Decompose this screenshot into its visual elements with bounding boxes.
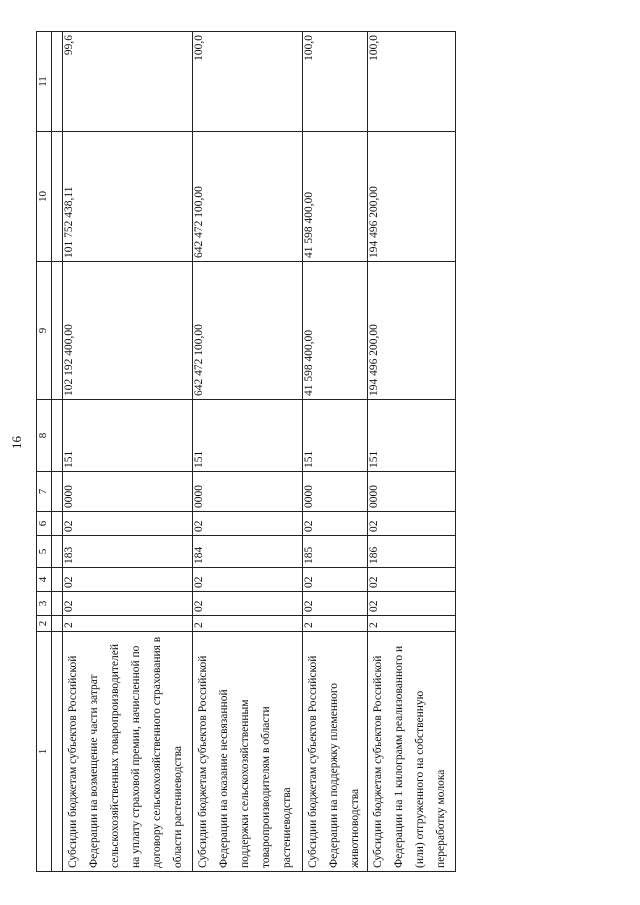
cell-col-8: 151 [193,400,303,472]
spacer-cell [52,616,63,632]
header-col-9: 9 [37,262,52,400]
header-col-1: 1 [37,632,52,872]
cell-col-9: 41 598 400,00 [303,262,368,400]
spacer-cell [52,400,63,472]
cell-col-8: 151 [63,400,193,472]
cell-col-11: 100,0 [368,32,456,132]
cell-col-11: 100,0 [193,32,303,132]
table-row [63,32,193,872]
cell-col-6: 02 [193,512,303,536]
rotated-page-area [36,32,456,872]
cell-col-2: 2 [303,616,368,632]
spacer-cell [52,262,63,400]
header-col-6: 6 [37,512,52,536]
cell-col-2: 2 [193,616,303,632]
spacer-cell [52,132,63,262]
header-col-11: 11 [37,32,52,132]
cell-col-10: 41 598 400,00 [303,132,368,262]
cell-col-4: 02 [63,568,193,592]
cell-col-7: 0000 [303,472,368,512]
subsidy-table [36,31,456,872]
cell-col-6: 02 [303,512,368,536]
header-col-2: 2 [37,616,52,632]
cell-col-3: 02 [303,592,368,616]
header-spacer-row [52,32,63,872]
page-number: 16 [9,436,24,449]
cell-col-5: 186 [368,536,456,568]
spacer-cell [52,536,63,568]
header-col-7: 7 [37,472,52,512]
cell-col-2: 2 [63,616,193,632]
cell-col-2: 2 [368,616,456,632]
spacer-cell [52,32,63,132]
cell-col-8: 151 [368,400,456,472]
spacer-cell [52,568,63,592]
cell-col-4: 02 [193,568,303,592]
spacer-cell [52,472,63,512]
spacer-cell [52,592,63,616]
cell-col-9: 642 472 100,00 [193,262,303,400]
cell-col-9: 194 496 200,00 [368,262,456,400]
row-description: Субсидии бюджетам субъектов Российской Федерации на поддержку племенного животноводства [303,632,368,872]
row-description: Субсидии бюджетам субъектов Российской Федерации на возмещение части затрат сельскохозяйственных товаропроизводителей на уплату страховой премии, начисленной по договору сельскохозяйственного страхования в области растениеводства [63,632,193,872]
header-col-10: 10 [37,132,52,262]
spacer-cell [52,512,63,536]
table-row [368,32,456,872]
cell-col-6: 02 [368,512,456,536]
cell-col-7: 0000 [63,472,193,512]
cell-col-10: 101 752 438,11 [63,132,193,262]
table-row [303,32,368,872]
cell-col-7: 0000 [368,472,456,512]
cell-col-8: 151 [303,400,368,472]
row-description: Субсидии бюджетам субъектов Российской Федерации на 1 килограмм реализованного и (или) отгруженного на собственную переработку молока [368,632,456,872]
spacer-cell [52,632,63,872]
cell-col-9: 102 192 400,00 [63,262,193,400]
table-row [193,32,303,872]
cell-col-11: 100,0 [303,32,368,132]
header-row [37,32,52,872]
header-col-5: 5 [37,536,52,568]
cell-col-3: 02 [368,592,456,616]
cell-col-4: 02 [303,568,368,592]
cell-col-3: 02 [63,592,193,616]
row-description: Субсидии бюджетам субъектов Российской Федерации на оказание несвязанной поддержки сельскохозяйственным товаропроизводителям в области растениеводства [193,632,303,872]
cell-col-5: 183 [63,536,193,568]
header-col-4: 4 [37,568,52,592]
cell-col-11: 99,6 [63,32,193,132]
cell-col-7: 0000 [193,472,303,512]
subsidy-table-wrapper [36,32,456,872]
cell-col-5: 184 [193,536,303,568]
cell-col-5: 185 [303,536,368,568]
cell-col-4: 02 [368,568,456,592]
cell-col-10: 642 472 100,00 [193,132,303,262]
cell-col-3: 02 [193,592,303,616]
header-col-8: 8 [37,400,52,472]
header-col-3: 3 [37,592,52,616]
cell-col-10: 194 496 200,00 [368,132,456,262]
cell-col-6: 02 [63,512,193,536]
